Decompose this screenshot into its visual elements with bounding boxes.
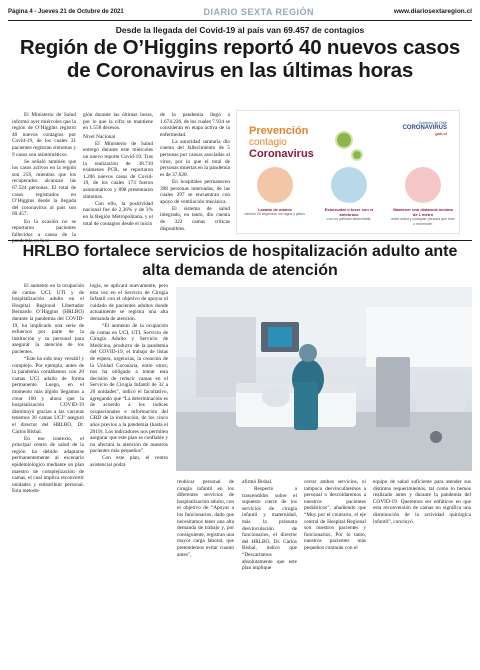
paragraph: cerrar ambos servicios, ni tampoco desvincularemos a personal o descuidaremos a nuestros pacientes pediátricos”, añadiendo que “Muy por el contrario, el eje central de Hospital Regional son nuestros pacientes y funcionarios. Por lo tanto, nuestros pacientes más pequeños contarán con el bbox=[304, 479, 366, 551]
paragraph: Se señaló también que los casos activos en la región son 259, mientras que los recuperados alcanzan las 67.524 personas. El total de casos registrados en O’Higgins desde la llegada del coronavirus al país son 69.457. bbox=[12, 158, 76, 218]
website-link[interactable]: www.diariosextaregion.cl bbox=[393, 8, 472, 15]
item-desc: o en un pañuelo desechable. bbox=[326, 217, 372, 221]
infographic-title-line1: Prevención bbox=[249, 125, 309, 137]
article2-column-3 bbox=[177, 479, 234, 559]
paragraph: gión durante las últimas horas, por lo que la cifra se mantiene en 1.558 decesos. bbox=[83, 112, 153, 132]
sneeze-icon bbox=[331, 167, 367, 203]
paragraph: La autoridad sanitaria dio cuenta del fallecimiento de 5 personas por causas asociadas al virus, por lo que el total de personas muertas en la pandemia es de 37.628. bbox=[160, 138, 231, 178]
section-divider bbox=[8, 240, 472, 241]
virus-icon bbox=[337, 133, 351, 147]
article1-kicker: Desde la llegada del Covid-19 al país van 69.457 de contagios bbox=[115, 25, 365, 35]
infographic-title-line3: Coronavirus bbox=[249, 148, 314, 160]
article2-column-6 bbox=[373, 479, 471, 526]
logo-region-text: gob.cl bbox=[435, 131, 447, 136]
paragraph: “El aumento de la ocupación de camas en UCI, UTI, Servicio de Cirugía Adulto y Servicio de Medicina, producto de la pandemia del COVID-19, el trabajo de listas de espera, urgencias, la creación de la Unidad Coronaria, entre otros; nos ha obligado a tomar esta decisión de reducir camas en el Servicio de Cirugía Infantil de 32 a 20 unidades”, indicó el facultativo, agregando que “La determinación es de acuerdo a los índices ocupacionales e información del GRD de la institución, de los cinco años previos a la pandemia (hasta el 2019). Los indicadores nos permiten asegurar que este plan es confiable y no afectará la atención de nuestros pacientes más pequeños”. bbox=[90, 323, 168, 455]
infographic-item-distance bbox=[391, 167, 455, 226]
government-logo bbox=[402, 121, 447, 136]
item-label: Lavado de manos bbox=[258, 207, 292, 212]
article2-column-5 bbox=[304, 479, 366, 552]
item-desc: mínimo 20 segundos con agua y jabón. bbox=[244, 212, 306, 216]
virus-icon bbox=[353, 151, 361, 159]
item-desc: entre usted y cualquier persona que tose o estornude. bbox=[391, 217, 455, 226]
subheading: Nivel Nacional bbox=[83, 133, 116, 140]
paragraph: El sistema de salud integrado, en tanto, dio cuenta de 322 camas críticas disponibles. bbox=[160, 205, 230, 232]
prevention-infographic bbox=[236, 110, 460, 234]
paragraph: El Ministerio de Salud entregó durante este miércoles un nuevo reporte Covid-19. Tras la realización de 38.710 exámenes PCR, se reportaron 1.206 nuevos casos de Covid-19, de los cuales 173 fueron asintomáticos y 898 presentaron síntomas. bbox=[83, 140, 153, 200]
logo-main-text: CORONAVIRUS bbox=[402, 125, 447, 131]
paragraph: El aumento en la ocupación de camas UCI, UTI y de hospitalización adulto en el Hospital Regional Libertador Bernardo O’Higgins (HRLBO) durante la pandemia del COVID-19, ha implicado una serie de esfuerzos por parte de la institución y su personal para asegurar la atención de los pacientes. bbox=[12, 283, 84, 355]
paragraph: logía, se aplicará nuevamente, pero esta vez en el Servicio de Cirugía Infantil con el objetivo de apoyar el cuidado de pacientes adultos donde actualmente se registra una alta demanda de atención. bbox=[90, 283, 168, 322]
paragraph: reubicar personal de cirugía infantil en los diferentes servicios de hospitalización adulto, con el objetivo de “Apoyar a los funcionarios, dado que necesitamos tener una alta demanda de trabajo y, por consiguiente, registran una mayor carga laboral, que pretendemos evitar cuanto antes”, bbox=[177, 479, 234, 558]
hospital-photo bbox=[176, 287, 472, 471]
infographic-item-handwash bbox=[243, 167, 307, 217]
logo-top-text: Gobierno de Chile bbox=[418, 121, 447, 125]
article2-headline: HRLBO fortalece servicios de hospitalización adulto ante alta demanda de atención bbox=[22, 243, 458, 279]
infographic-title-line2: contagio bbox=[249, 137, 287, 148]
paragraph: En hospitales permanecen 398 personas internadas, de las cuales 297 se encuentran con apoyo de ventilación mecánica. bbox=[160, 178, 230, 205]
article1-headline: Región de O’Higgins reportó 40 nuevos casos de Coronavirus en las últimas horas bbox=[19, 36, 461, 82]
page-header bbox=[8, 5, 472, 21]
article1-column-2 bbox=[83, 112, 153, 228]
article1-column-3 bbox=[160, 112, 230, 233]
infographic-item-sneeze bbox=[317, 167, 381, 222]
article2-column-1 bbox=[12, 283, 84, 496]
article2-column-2 bbox=[90, 283, 168, 469]
item-label: Mantener una distancia mínima de 1 metro bbox=[393, 207, 453, 217]
handwash-icon bbox=[257, 167, 293, 203]
paragraph: Con este plan, el centro asistencial podrá bbox=[90, 455, 168, 469]
page-date: Página 4 - Jueves 21 de Octubre de 2021 bbox=[8, 8, 124, 15]
paragraph: Respecto a trascendidos sobre el supuesto cierre de los servicios de cirugía infantil y maternidad, más la presunta desvinculación de funcionarios, el director del HRLBO, Dr. Carlos Bisbal, indicó que “Descartamos absolutamente que este plan implique bbox=[242, 486, 297, 572]
paragraph: En ese contexto, el principal centro de salud de la región ha debido adaptarse permanentemente al escenario epidemiológico mediante un plan maestro de complejización de camas, el cual implica reconvertir unidades y redistribuir personal. Esta metodo- bbox=[12, 435, 84, 495]
paragraph: En la ocasión no se reportaron pacientes fallecidos a causa de la pandemia en la re- bbox=[12, 218, 76, 245]
article2-column-4 bbox=[242, 479, 297, 572]
paragraph: afirmó Bisbal. bbox=[242, 479, 273, 485]
paragraph: equipo de salud suficiente para atender sus distintos requerimientos, tal como lo hemos realizado antes y durante la pandemia del COVID-19. Queremos ser enfáticos en que esta reconversión de camas no significa una disminución de la actividad quirúrgica infantil”, concluyó. bbox=[373, 479, 471, 525]
paragraph: “Este ha sido muy versátil y complejo. Por ejemplo, antes de la pandemia contábamos con 20 camas UCI adulto de forma permanente. Luego, en el momento más álgido llegamos a crear 100 y ahora que la hospitalización COVID-19 disminuyó gracias a las vacunas tenemos 36 camas UCI” aseguró el director del HRLBO, Dr. Carlos Bisbal. bbox=[12, 356, 84, 435]
paragraph: de la pandemia llegó a 1.674.226, de los cuales 7.934 se consideran en etapa activa de la enfermedad. bbox=[160, 112, 230, 138]
newspaper-name: DIARIO SEXTA REGIÓN bbox=[203, 6, 315, 17]
distance-icon bbox=[405, 167, 441, 203]
hospital-photo-illustration bbox=[176, 287, 472, 471]
article1-column-1 bbox=[12, 112, 76, 245]
paragraph: Con ello, la positividad nacional fue de 2,36% y de 3% en la Región Metropolitana, y el total de contagios desde el inicio bbox=[83, 200, 153, 227]
item-label: Estornudar o toser con el antebrazo bbox=[324, 207, 374, 217]
paragraph: El Ministerio de Salud informó ayer miércoles que la región de O’Higgins registró 40 nuevos contagios por Covid-19, de los cuales 31 pacientes registran síntomas y 9 casos son asintomáticos. bbox=[12, 112, 76, 158]
